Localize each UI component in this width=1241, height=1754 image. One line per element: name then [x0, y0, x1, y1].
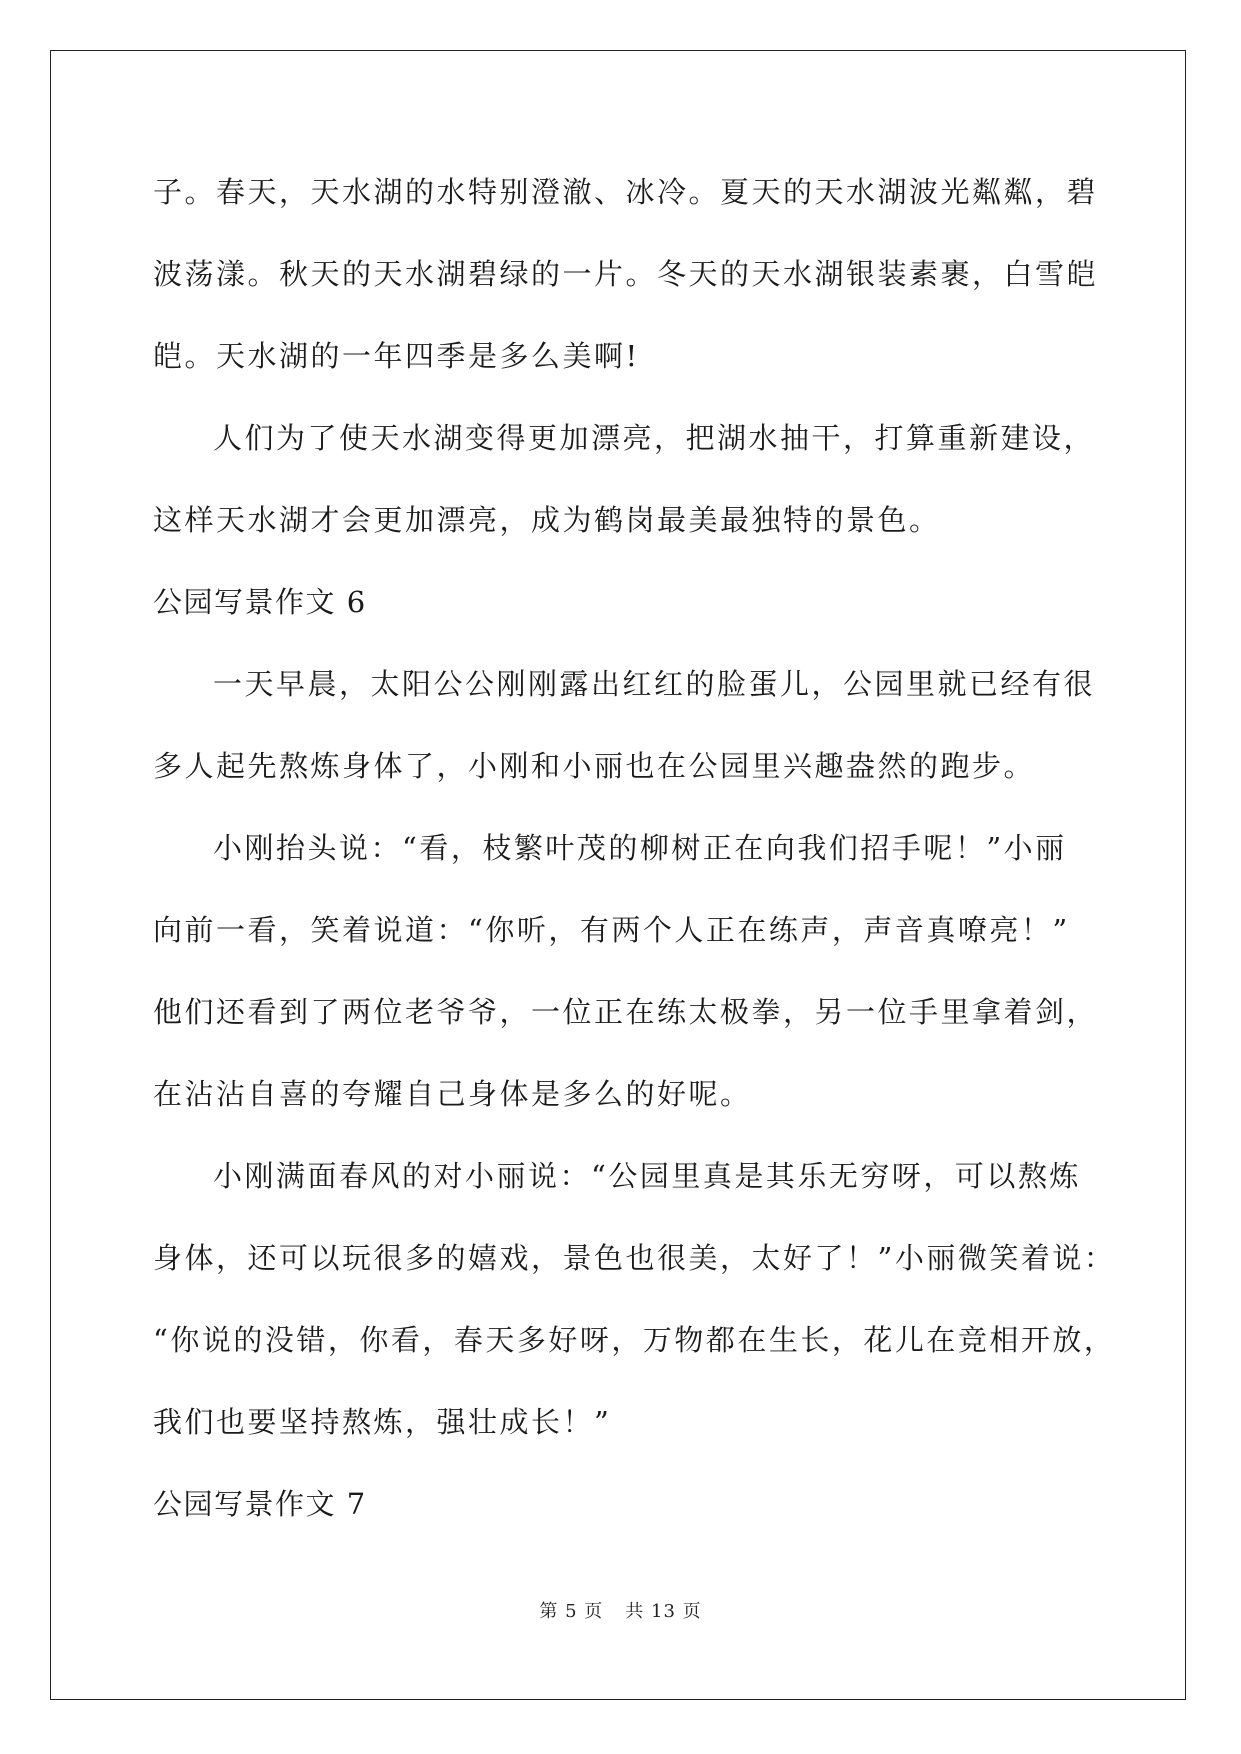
page-footer — [0, 1600, 1241, 1624]
paragraph-line: 人们为了使天水湖变得更加漂亮，把湖水抽干，打算重新建设， — [213, 421, 1096, 455]
page-border — [50, 50, 1186, 1700]
paragraph-line: 多人起先熬炼身体了，小刚和小丽也在公园里兴趣盎然的跑步。 — [153, 749, 1036, 783]
paragraph-line: 身体，还可以玩很多的嬉戏，景色也很美，太好了！”小丽微笑着说： — [153, 1241, 1116, 1275]
paragraph-line: 子。春天，天水湖的水特别澄澈、冰冷。夏天的天水湖波光粼粼，碧 — [153, 175, 1099, 209]
paragraph-line: 他们还看到了两位老爷爷，一位正在练太极拳，另一位手里拿着剑， — [153, 995, 1099, 1029]
paragraph-line: 向前一看，笑着说道：“你听，有两个人正在练声，声音真嘹亮！” — [153, 913, 1070, 947]
paragraph-line: 波荡漾。秋天的天水湖碧绿的一片。冬天的天水湖银装素裹，白雪皑 — [153, 257, 1099, 291]
paragraph-line: 我们也要坚持熬炼，强壮成长！” — [153, 1405, 612, 1439]
section-heading: 公园写景作文 6 — [153, 585, 367, 619]
paragraph-line: 皑。天水湖的一年四季是多么美啊! — [153, 339, 640, 373]
section-heading: 公园写景作文 7 — [153, 1487, 367, 1521]
paragraph-line: 小刚满面春风的对小丽说：“公园里真是其乐无穷呀，可以熬炼 — [213, 1159, 1081, 1193]
page-number: 第 5 页 — [539, 1601, 604, 1622]
paragraph-line: 小刚抬头说：“看，枝繁叶茂的柳树正在向我们招手呢！”小丽 — [213, 831, 1067, 865]
paragraph-line: 一天早晨，太阳公公刚刚露出红红的脸蛋儿，公园里就已经有很 — [213, 667, 1096, 701]
page-total: 共 13 页 — [625, 1601, 702, 1622]
paragraph-line: 在沾沾自喜的夸耀自己身体是多么的好呢。 — [153, 1077, 752, 1111]
paragraph-line: “你说的没错，你看，春天多好呀，万物都在生长，花儿在竞相开放， — [153, 1323, 1116, 1357]
paragraph-line: 这样天水湖才会更加漂亮，成为鹤岗最美最独特的景色。 — [153, 503, 941, 537]
